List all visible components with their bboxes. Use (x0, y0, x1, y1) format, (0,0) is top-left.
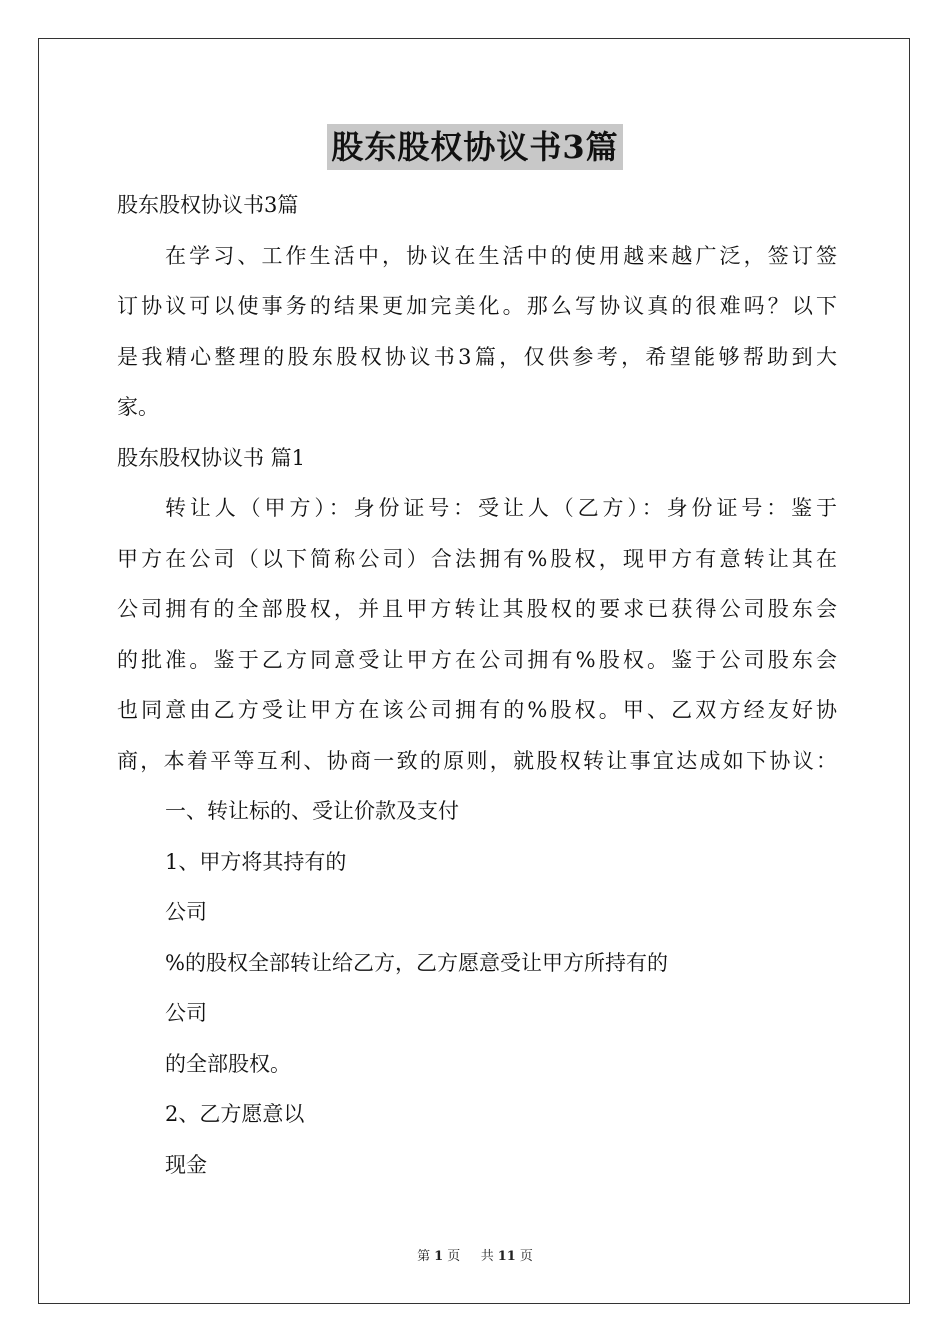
clause-line-1: 1、甲方将其持有的 (165, 849, 347, 874)
body-line-2: 甲方在公司（以下简称公司）合法拥有%股权，现甲方有意转让其在 (117, 546, 837, 571)
clause-line-5: 的全部股权。 (165, 1051, 291, 1076)
clause-line-4: 公司 (165, 1001, 207, 1025)
body-line-5: 也同意由乙方受让甲方在该公司拥有的%股权。甲、乙双方经友好协 (117, 698, 837, 722)
body-line-3: 公司拥有的全部股权，并且甲方转让其股权的要求已获得公司股东会 (117, 597, 837, 621)
document-title: 股东股权协议书3篇 (327, 124, 622, 170)
clause-line-7: 现金 (165, 1152, 207, 1177)
body-line-1: 转让人（甲方）：身份证号：受让人（乙方）：身份证号：鉴于 (165, 496, 837, 520)
total-suffix: 页 (519, 1249, 533, 1264)
clause-line-3: %的股权全部转让给乙方，乙方愿意受让甲方所持有的 (165, 950, 668, 975)
page-footer (0, 1245, 950, 1264)
page-number: 1 (434, 1249, 444, 1264)
intro-line-4: 家。 (117, 395, 159, 419)
subtitle-line: 股东股权协议书3篇 (117, 193, 299, 217)
clause-heading: 一、转让标的、受让价款及支付 (165, 799, 459, 823)
section-heading: 股东股权协议书 篇1 (117, 445, 306, 470)
body-line-4: 的批准。鉴于乙方同意受让甲方在公司拥有%股权。鉴于公司股东会 (117, 647, 837, 672)
body-line-6: 商，本着平等互利、协商一致的原则，就股权转让事宜达成如下协议： (117, 748, 837, 773)
page-prefix: 第 (417, 1249, 431, 1264)
document-body (117, 180, 837, 1190)
intro-line-2: 订协议可以使事务的结果更加完美化。那么写协议真的很难吗？以下 (117, 294, 837, 318)
intro-line-3: 是我精心整理的股东股权协议书3篇，仅供参考，希望能够帮助到大 (117, 344, 837, 369)
clause-line-2: 公司 (165, 900, 207, 924)
clause-line-6: 2、乙方愿意以 (165, 1102, 305, 1126)
total-prefix: 共 (480, 1249, 494, 1264)
page-suffix: 页 (447, 1249, 461, 1264)
total-pages: 11 (497, 1249, 516, 1264)
intro-line-1: 在学习、工作生活中，协议在生活中的使用越来越广泛，签订签 (165, 243, 837, 268)
title-area (0, 124, 950, 170)
